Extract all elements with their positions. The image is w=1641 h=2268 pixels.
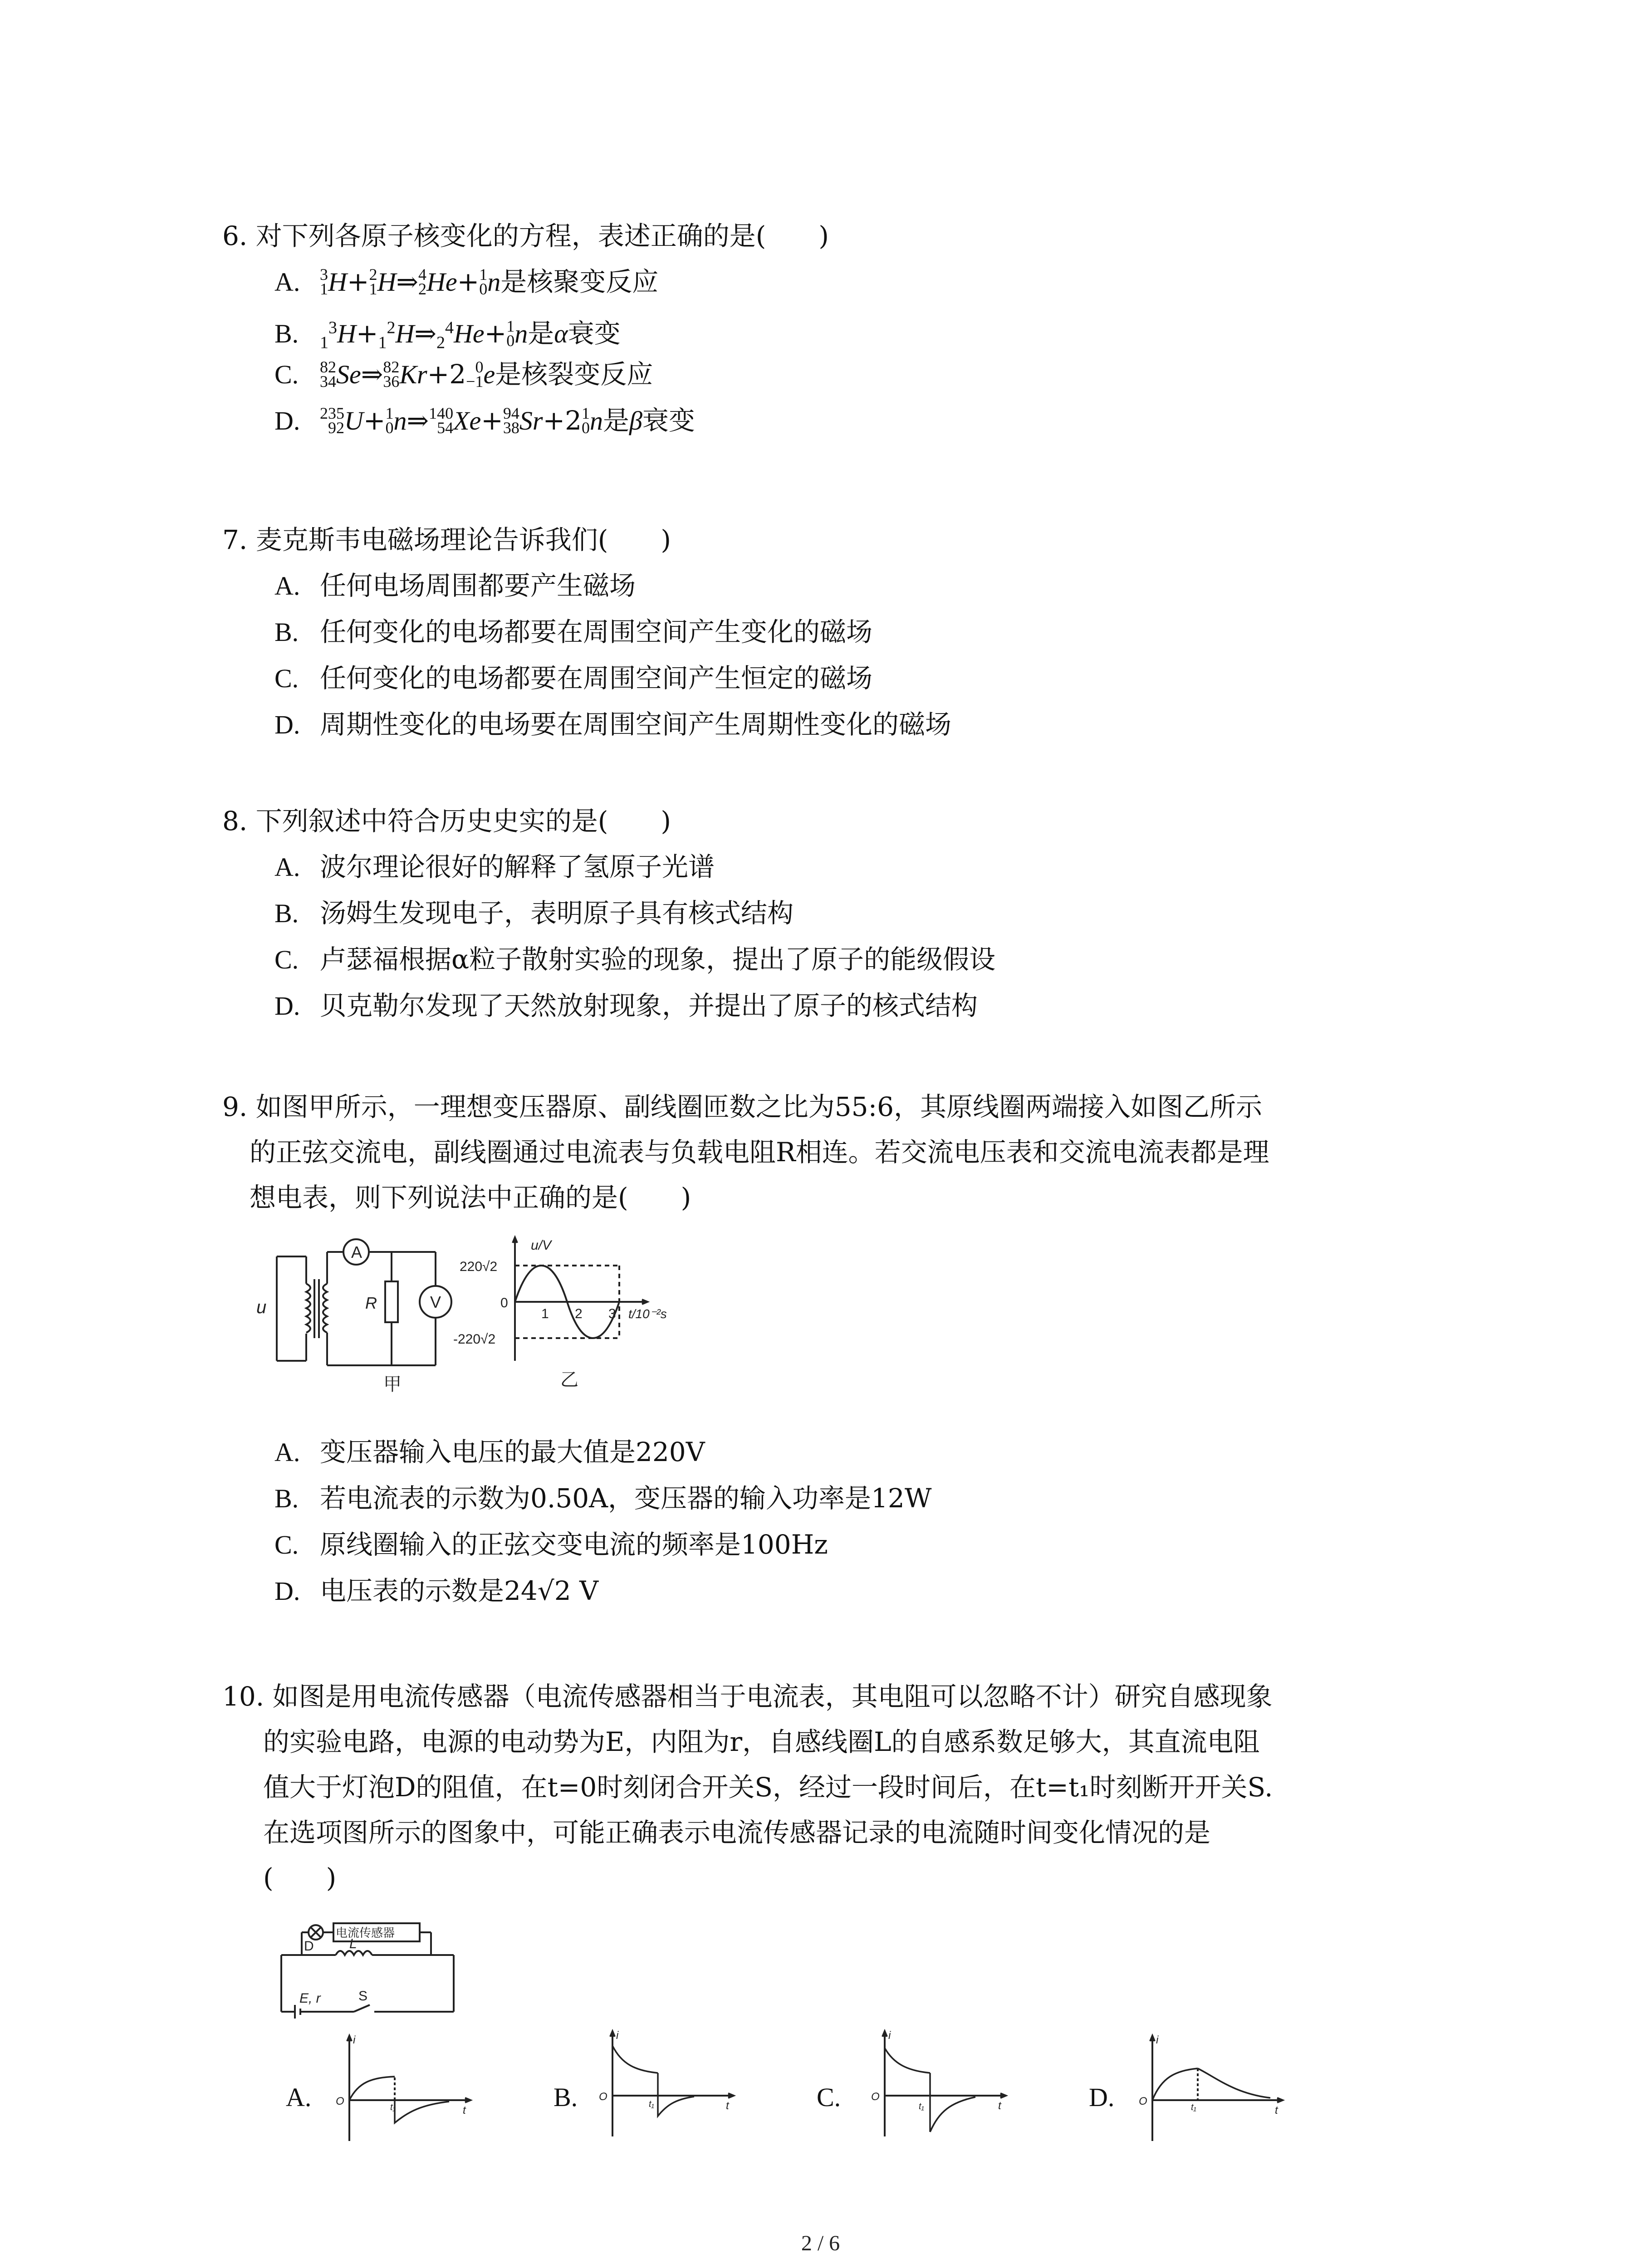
graph-a-o: O bbox=[336, 2095, 344, 2107]
graph-a-i: i bbox=[353, 2034, 356, 2046]
question-6-option-a[interactable] bbox=[274, 259, 1474, 305]
option-label: C. bbox=[274, 945, 299, 974]
question-9-stem-line-3: 想电表，则下列说法中正确的是( ) bbox=[250, 1182, 691, 1213]
option-label: B. bbox=[274, 899, 299, 928]
source-label: E, r bbox=[299, 1991, 321, 2006]
option-text: 变压器输入电压的最大值是220V bbox=[320, 1437, 705, 1467]
option-label: C. bbox=[274, 360, 299, 389]
question-8-option-b[interactable] bbox=[274, 890, 1474, 936]
question-9-options-list bbox=[274, 1429, 1474, 1614]
lamp-label: D bbox=[304, 1939, 314, 1954]
question-7-stem: 7. 麦克斯韦电磁场理论告诉我们( ) bbox=[222, 524, 671, 555]
sine-y-max-label: 220√2 bbox=[460, 1259, 498, 1274]
question-10-stem-line-4: 在选项图所示的图象中，可能正确表示电流传感器记录的电流随时间变化情况的是 bbox=[263, 1817, 1211, 1848]
graph-b-o: O bbox=[599, 2091, 607, 2103]
question-7-option-a[interactable] bbox=[274, 562, 1474, 609]
figure-caption-left: 甲 bbox=[383, 1374, 402, 1394]
question-10-stem-line-3: 值大于灯泡D的阻值，在t=0时刻闭合开关S，经过一段时间后，在t=t₁时刻断开开关S. bbox=[263, 1772, 1273, 1803]
option-b-text bbox=[629, 342, 635, 343]
graph-b-t1: t₁ bbox=[649, 2099, 654, 2109]
option-text: 周期性变化的电场要在周围空间产生周期性变化的磁场 bbox=[320, 709, 952, 740]
option-label: B. bbox=[274, 319, 299, 349]
question-9-stem-line-2: 的正弦交流电，副线圈通过电流表与负载电阻R相连。若交流电压表和交流电流表都是理 bbox=[250, 1137, 1269, 1168]
graph-d-label[interactable]: D. bbox=[1089, 2082, 1115, 2112]
option-a-formula: 3 1 H+ 2 1 H⇒ 4 2 He+ 1 0 n是核聚变反应 bbox=[320, 265, 659, 298]
graph-a-t: t bbox=[463, 2104, 466, 2116]
question-10-circuit bbox=[277, 1919, 458, 2016]
question-7-option-c[interactable] bbox=[274, 655, 1474, 701]
sine-tick-3: 3 bbox=[608, 1306, 616, 1321]
figure-caption-right: 乙 bbox=[560, 1370, 578, 1390]
option-text: 任何变化的电场都要在周围空间产生恒定的磁场 bbox=[320, 663, 873, 694]
option-label: A. bbox=[274, 852, 300, 882]
question-7-option-d[interactable] bbox=[274, 701, 1474, 748]
graph-b[interactable] bbox=[594, 2028, 740, 2141]
question-9-option-c[interactable] bbox=[274, 1521, 1474, 1568]
sine-tick-1: 1 bbox=[541, 1306, 549, 1321]
question-9-stem-line-1: 9. 如图甲所示，一理想变压器原、副线圈匝数之比为55:6，其原线圈两端接入如图乙所示 bbox=[222, 1091, 1263, 1122]
option-text: 贝克勒尔发现了天然放射现象，并提出了原子的核式结构 bbox=[320, 990, 978, 1021]
option-c-formula: 82 34 Se⇒ 82 36 Kr+2 0 −1 e是核裂变反应 bbox=[320, 357, 653, 391]
option-text: 若电流表的示数为0.50A，变压器的输入功率是12W bbox=[320, 1483, 932, 1514]
voltmeter-label: V bbox=[430, 1293, 441, 1311]
question-7 bbox=[222, 517, 1474, 748]
option-text: 任何变化的电场都要在周围空间产生变化的磁场 bbox=[320, 616, 873, 647]
question-9-options bbox=[222, 1429, 1474, 1614]
option-label: B. bbox=[274, 617, 299, 647]
page-number: 2 / 6 bbox=[801, 2231, 840, 2255]
option-label: C. bbox=[274, 1530, 299, 1559]
option-text: 电压表的示数是24√2 V bbox=[320, 1575, 598, 1606]
question-9-figure bbox=[256, 1229, 705, 1397]
option-text: 任何电场周围都要产生磁场 bbox=[320, 570, 636, 601]
option-label: C. bbox=[274, 664, 299, 693]
graph-a-label[interactable]: A. bbox=[286, 2082, 312, 2112]
question-7-option-b[interactable] bbox=[274, 609, 1474, 655]
question-6-options bbox=[274, 259, 1474, 444]
question-9-option-a[interactable] bbox=[274, 1429, 1474, 1475]
question-8-option-a[interactable] bbox=[274, 844, 1474, 890]
input-voltage-label: u bbox=[256, 1297, 267, 1317]
question-8-option-c[interactable] bbox=[274, 936, 1474, 982]
option-c-text bbox=[661, 383, 669, 384]
switch-label: S bbox=[358, 1989, 368, 2004]
sensor-label: 电流传感器 bbox=[336, 1926, 395, 1940]
question-7-options bbox=[274, 562, 1474, 748]
sine-x-axis-label: t/10⁻²s bbox=[628, 1307, 667, 1321]
question-6-option-d[interactable] bbox=[274, 397, 1474, 444]
graph-d-t1: t₁ bbox=[1191, 2102, 1196, 2112]
question-10-stem-line-1: 10. 如图是用电流传感器（电流传感器相当于电流表，其电阻可以忽略不计）研究自感现象 bbox=[222, 1681, 1273, 1712]
graph-b-label[interactable]: B. bbox=[554, 2082, 578, 2112]
option-label: D. bbox=[274, 1576, 300, 1606]
graph-c-label[interactable]: C. bbox=[817, 2082, 841, 2112]
question-6 bbox=[222, 213, 1474, 444]
option-label: D. bbox=[274, 991, 300, 1021]
sine-origin-label: 0 bbox=[500, 1295, 508, 1310]
option-b-formula: $_1^3H+_1^2H\Rightarrow_2^4He+$ 1 0 n是α衰变 bbox=[320, 317, 621, 352]
question-8-option-d[interactable] bbox=[274, 982, 1474, 1029]
option-label: B. bbox=[274, 1484, 299, 1513]
question-9-option-d[interactable] bbox=[274, 1568, 1474, 1614]
question-6-option-c[interactable] bbox=[274, 351, 1474, 397]
question-9-option-b[interactable] bbox=[274, 1475, 1474, 1521]
transformer-primary bbox=[277, 1252, 327, 1365]
option-text: 卢瑟福根据α粒子散射实验的现象，提出了原子的能级假设 bbox=[320, 944, 996, 975]
graph-c-o: O bbox=[871, 2091, 880, 2103]
sine-y-axis-label: u/V bbox=[531, 1238, 552, 1253]
graph-d[interactable] bbox=[1134, 2032, 1288, 2146]
graph-d-o: O bbox=[1139, 2095, 1147, 2107]
option-label: D. bbox=[274, 406, 300, 435]
option-label: A. bbox=[274, 1437, 300, 1467]
option-label: D. bbox=[274, 710, 300, 739]
option-label: A. bbox=[274, 267, 300, 297]
question-10 bbox=[222, 1674, 1474, 1901]
graph-c[interactable] bbox=[867, 2028, 1012, 2141]
question-8 bbox=[222, 798, 1474, 1029]
question-10-stem-line-5: ( ) bbox=[263, 1862, 337, 1893]
graph-c-i: i bbox=[888, 2029, 891, 2042]
graph-c-t: t bbox=[998, 2100, 1001, 2112]
option-label: A. bbox=[274, 571, 300, 601]
question-6-stem: 6. 对下列各原子核变化的方程，表述正确的是( ) bbox=[222, 220, 829, 251]
question-9 bbox=[222, 1084, 1474, 1220]
option-text: 原线圈输入的正弦交变电流的频率是100Hz bbox=[320, 1529, 828, 1560]
coil-label: L bbox=[349, 1936, 357, 1951]
question-8-options bbox=[274, 844, 1474, 1029]
graph-d-t: t bbox=[1275, 2104, 1278, 2116]
question-6-option-b[interactable] bbox=[274, 305, 1474, 351]
graph-a[interactable] bbox=[331, 2032, 476, 2146]
graph-c-t1: t₁ bbox=[919, 2102, 924, 2112]
option-d-formula: 235 92 U+ 1 0 n⇒ 140 54 Xe+ 94 38 Sr+2 1 0 n是β衰变 bbox=[320, 404, 695, 437]
ammeter-label: A bbox=[351, 1243, 362, 1261]
sine-y-min-label: -220√2 bbox=[453, 1332, 496, 1347]
graph-b-t: t bbox=[726, 2100, 729, 2112]
question-10-stem-line-2: 的实验电路，电源的电动势为E，内阻为r，自感线圈L的自感系数足够大，其直流电阻 bbox=[263, 1726, 1260, 1757]
resistor-label: R bbox=[365, 1294, 377, 1312]
option-text: 汤姆生发现电子，表明原子具有核式结构 bbox=[320, 898, 794, 929]
sine-tick-2: 2 bbox=[575, 1306, 583, 1321]
graph-a-t1: t₁ bbox=[390, 2102, 396, 2112]
question-8-stem: 8. 下列叙述中符合历史史实的是( ) bbox=[222, 806, 671, 836]
graph-b-i: i bbox=[616, 2029, 619, 2042]
graph-d-i: i bbox=[1156, 2034, 1159, 2046]
sine-axes bbox=[513, 1237, 647, 1361]
option-text: 波尔理论很好的解释了氢原子光谱 bbox=[320, 851, 715, 882]
